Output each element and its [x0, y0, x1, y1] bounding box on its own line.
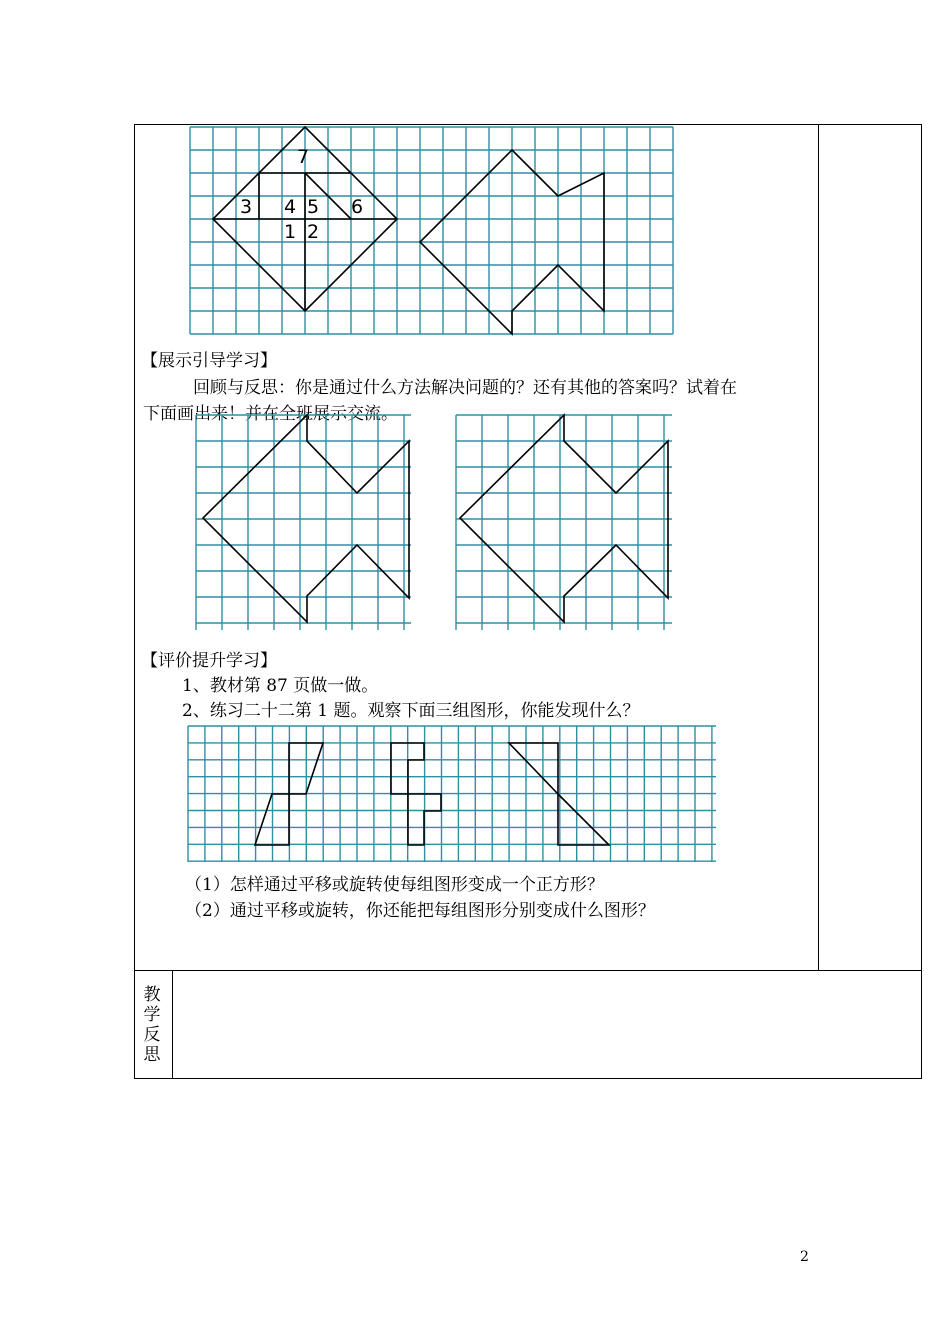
- reflection-label: 教学反思: [143, 985, 161, 1065]
- label-3: 3: [240, 196, 253, 218]
- review-text-line2: 下面画出来！并在全班展示交流。: [143, 404, 398, 424]
- label-2: 2: [307, 221, 320, 243]
- group3-triangle-bottom: [558, 794, 609, 845]
- label-4: 4: [284, 196, 297, 218]
- label-6: 6: [351, 196, 364, 218]
- question-2: （2）通过平移或旋转，你还能把每组图形分别变成什么图形？: [185, 901, 655, 921]
- label-1: 1: [284, 221, 297, 243]
- section-evaluate-heading: 【评价提升学习】: [141, 651, 277, 671]
- label-5: 5: [307, 196, 320, 218]
- item-2: 2、练习二十二第 1 题。观察下面三组图形，你能发现什么？: [182, 701, 640, 721]
- label-7: 7: [297, 146, 310, 168]
- section-display-heading: 【展示引导学习】: [141, 351, 277, 371]
- grid-bottom: [188, 726, 716, 862]
- page-number: 2: [800, 1249, 809, 1265]
- item-1: 1、教材第 87 页做一做。: [182, 676, 379, 696]
- question-1: （1）怎样通过平移或旋转使每组图形变成一个正方形？: [185, 875, 604, 895]
- group3-triangle-top: [509, 743, 558, 794]
- review-text-line1: 回顾与反思：你是通过什么方法解决问题的？还有其他的答案吗？试着在: [193, 378, 737, 398]
